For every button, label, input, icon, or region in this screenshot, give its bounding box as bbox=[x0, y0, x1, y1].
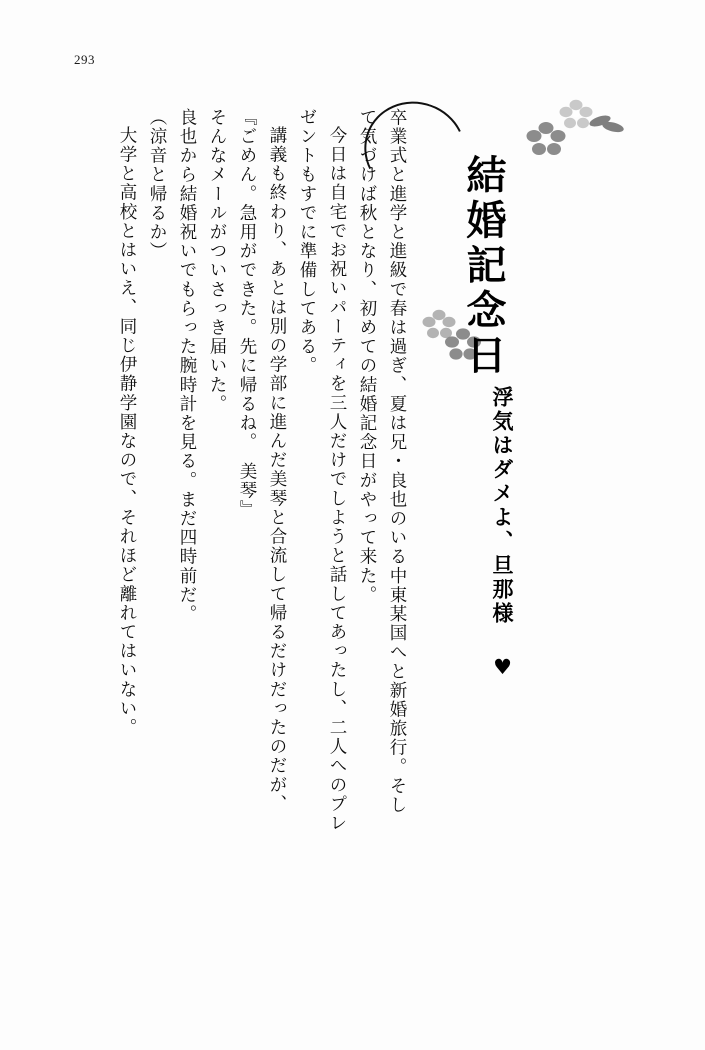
text-column: 良也から結婚祝いでもらった腕時計を見る。まだ四時前だ。 bbox=[177, 108, 197, 624]
page-title: 結婚記念日 bbox=[460, 154, 507, 379]
page-subtitle: 浮気はダメよ、旦那様 ♥ bbox=[490, 386, 515, 682]
text-column: （涼音と帰るか） bbox=[147, 108, 167, 261]
leaf-icon bbox=[588, 112, 626, 138]
text-column: 今日は自宅でお祝いパーティを三人だけでしようと話してあったし、二人へのプレ bbox=[327, 126, 347, 833]
text-column: 大学と高校とはいえ、同じ伊静学園なので、それほど離れてはいない。 bbox=[117, 126, 137, 738]
text-column: 講義も終わり、あとは別の学部に進んだ美琴と合流して帰るだけだったのだが、 bbox=[267, 126, 287, 814]
page-number: 293 bbox=[74, 52, 95, 67]
text-column: そんなメールがついさっき届いた。 bbox=[207, 108, 227, 414]
text-column: 卒業式と進学と進級で春は過ぎ、夏は兄・良也のいる中東某国へと新婚旅行。そし bbox=[387, 108, 407, 815]
text-column: て気づけば秋となり、初めての結婚記念日がやって来た。 bbox=[357, 108, 377, 605]
text-column: 『ごめん。急用ができた。先に帰るね。 美琴』 bbox=[237, 108, 257, 520]
text-column: ゼントもすでに準備してある。 bbox=[297, 108, 317, 376]
body-text bbox=[50, 108, 405, 928]
